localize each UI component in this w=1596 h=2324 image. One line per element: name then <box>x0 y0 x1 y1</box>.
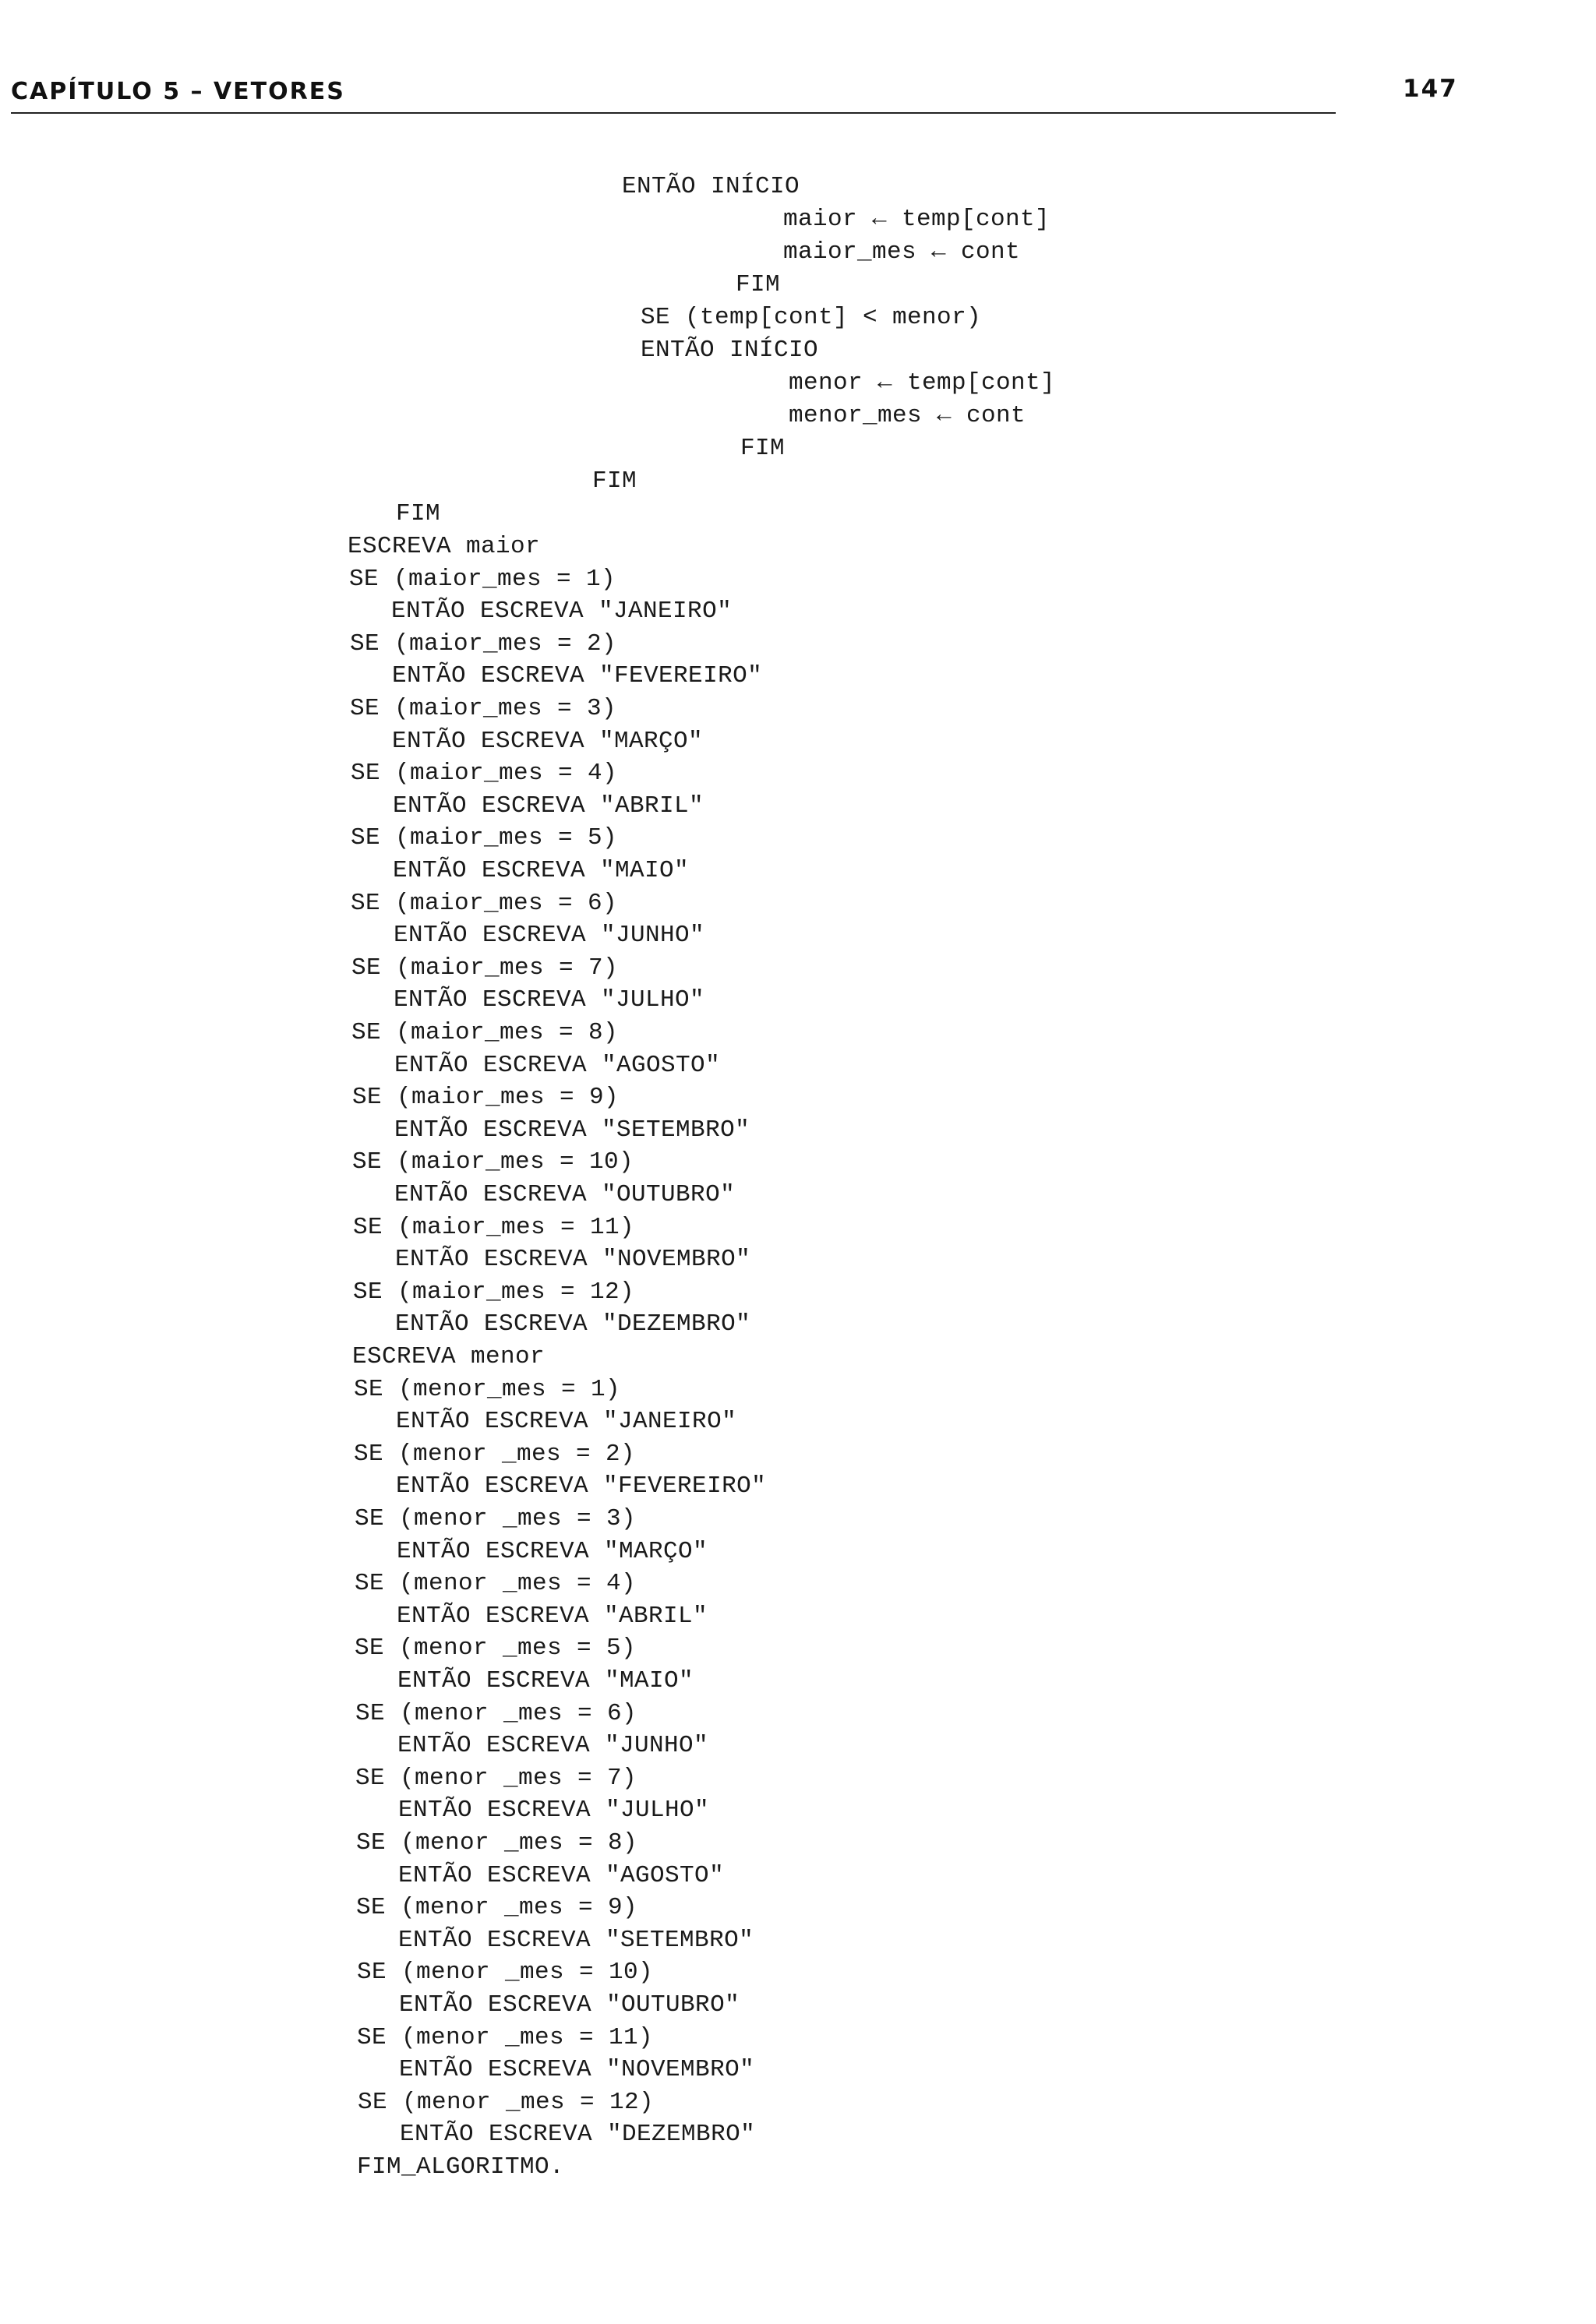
code-line: ENTÃO ESCREVA "MAIO" <box>393 857 690 884</box>
code-line: ENTÃO ESCREVA "MARÇO" <box>397 1538 708 1565</box>
code-line: SE (menor_mes = 1) <box>354 1376 621 1403</box>
code-line: SE (maior_mes = 11) <box>353 1214 635 1241</box>
code-line: SE (maior_mes = 2) <box>350 630 617 658</box>
code-line: SE (maior_mes = 12) <box>353 1278 635 1306</box>
code-line: ENTÃO ESCREVA "DEZEMBRO" <box>400 2121 756 2148</box>
code-line: ENTÃO ESCREVA "JANEIRO" <box>391 598 733 625</box>
code-line: ENTÃO ESCREVA "NOVEMBRO" <box>395 1246 751 1273</box>
code-line: ENTÃO ESCREVA "FEVEREIRO" <box>392 662 763 689</box>
code-line: SE (menor _mes = 4) <box>355 1570 637 1597</box>
code-line: ESCREVA menor <box>352 1343 546 1370</box>
code-line: SE (maior_mes = 9) <box>352 1084 620 1111</box>
running-header <box>11 78 1336 117</box>
chapter-title: CAPÍTULO 5 – VETORES <box>11 78 345 105</box>
code-line: ENTÃO ESCREVA "JULHO" <box>394 986 705 1014</box>
code-line: menor_mes ← cont <box>789 402 1026 429</box>
code-line: ENTÃO INÍCIO <box>641 337 819 364</box>
code-line: ENTÃO ESCREVA "MAIO" <box>397 1667 694 1695</box>
code-line: SE (maior_mes = 5) <box>351 824 618 852</box>
code-line: SE (maior_mes = 7) <box>351 954 619 982</box>
code-line: SE (maior_mes = 3) <box>350 695 617 722</box>
code-line: menor ← temp[cont] <box>789 369 1056 397</box>
code-line: ENTÃO ESCREVA "SETEMBRO" <box>398 1927 754 1954</box>
code-line: FIM <box>736 271 781 298</box>
code-line: SE (menor _mes = 10) <box>357 1959 654 1986</box>
code-line: ENTÃO INÍCIO <box>622 173 800 200</box>
code-line: SE (maior_mes = 1) <box>349 566 616 593</box>
code-line: ENTÃO ESCREVA "FEVEREIRO" <box>396 1472 767 1500</box>
code-line: SE (menor _mes = 12) <box>358 2089 655 2116</box>
code-line: SE (menor _mes = 9) <box>356 1894 638 1921</box>
code-line: ENTÃO ESCREVA "JULHO" <box>398 1797 710 1824</box>
header-rule <box>11 112 1336 114</box>
code-line: FIM_ALGORITMO. <box>357 2153 565 2181</box>
page-number: 147 <box>1403 75 1458 103</box>
code-line: ENTÃO ESCREVA "AGOSTO" <box>398 1862 725 1889</box>
code-line: ENTÃO ESCREVA "ABRIL" <box>393 792 704 820</box>
code-line: SE (maior_mes = 8) <box>351 1019 619 1046</box>
code-line: ENTÃO ESCREVA "ABRIL" <box>397 1603 708 1630</box>
code-line: FIM <box>740 435 786 462</box>
code-line: ENTÃO ESCREVA "JANEIRO" <box>396 1408 737 1435</box>
code-line: SE (menor _mes = 11) <box>357 2024 654 2051</box>
code-line: ENTÃO ESCREVA "AGOSTO" <box>394 1052 721 1079</box>
code-line: ENTÃO ESCREVA "JUNHO" <box>397 1732 709 1759</box>
code-line: SE (maior_mes = 10) <box>352 1148 634 1176</box>
code-line: SE (maior_mes = 6) <box>351 890 618 917</box>
code-line: ENTÃO ESCREVA "NOVEMBRO" <box>399 2056 755 2083</box>
code-line: ENTÃO ESCREVA "OUTUBRO" <box>399 1991 740 2019</box>
code-line: maior_mes ← cont <box>783 238 1021 266</box>
code-line: SE (menor _mes = 6) <box>355 1700 637 1727</box>
code-line: FIM <box>396 500 441 527</box>
code-line: ENTÃO ESCREVA "OUTUBRO" <box>394 1181 736 1208</box>
code-line: ENTÃO ESCREVA "JUNHO" <box>394 922 705 949</box>
code-line: SE (menor _mes = 2) <box>354 1441 636 1468</box>
code-line: ENTÃO ESCREVA "MARÇO" <box>392 728 704 755</box>
code-line: ENTÃO ESCREVA "SETEMBRO" <box>394 1116 750 1144</box>
code-line: SE (temp[cont] < menor) <box>641 304 982 331</box>
code-line: SE (menor _mes = 7) <box>355 1765 637 1792</box>
code-line: SE (menor _mes = 3) <box>355 1505 637 1532</box>
code-line: SE (maior_mes = 4) <box>351 760 618 787</box>
code-line: SE (menor _mes = 5) <box>355 1635 637 1662</box>
code-line: ESCREVA maior <box>348 533 541 560</box>
code-line: FIM <box>592 467 637 495</box>
code-line: SE (menor _mes = 8) <box>356 1829 638 1857</box>
code-line: maior ← temp[cont] <box>783 206 1050 233</box>
code-line: ENTÃO ESCREVA "DEZEMBRO" <box>395 1310 751 1338</box>
